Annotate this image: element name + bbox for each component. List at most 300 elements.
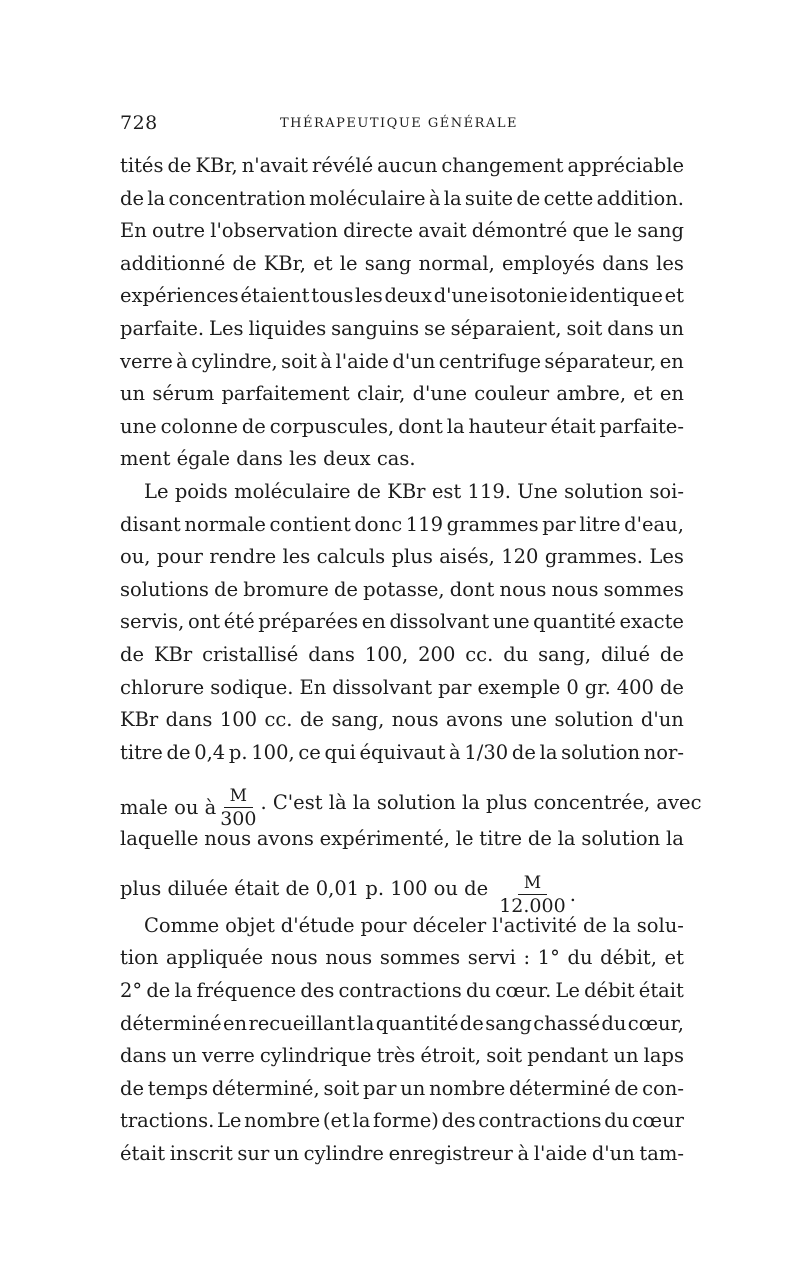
word: Les <box>209 316 244 340</box>
word: sodique. <box>210 675 294 699</box>
word: dans <box>120 1044 167 1068</box>
word: solution <box>581 827 661 851</box>
word: avait <box>418 219 467 243</box>
word: de <box>659 675 684 699</box>
word: nombre <box>429 1076 506 1100</box>
word: ce <box>298 740 321 764</box>
word: la <box>539 740 558 764</box>
word: changement <box>441 154 564 177</box>
word: séparaient, <box>450 316 562 340</box>
word: qui <box>324 740 356 764</box>
word: sang <box>485 1011 532 1035</box>
word: le <box>455 827 474 851</box>
word: cylindre <box>303 1142 384 1166</box>
word: appréciable <box>567 154 684 177</box>
word: verre <box>202 1044 255 1068</box>
text-line <box>120 606 684 639</box>
word: cc. <box>465 642 494 666</box>
word: employés <box>501 251 596 275</box>
word: et <box>664 946 684 970</box>
word: con- <box>642 1076 684 1100</box>
word: de <box>582 913 607 937</box>
word: pendant <box>527 1044 609 1068</box>
word: dilué <box>600 642 651 666</box>
word: à <box>428 186 441 210</box>
word: (et <box>322 1109 350 1133</box>
word: un <box>658 316 684 340</box>
word: soi- <box>649 479 684 503</box>
word: nombre <box>244 1109 321 1133</box>
word: parfaite- <box>599 414 684 438</box>
word: servi <box>467 946 516 970</box>
text-line <box>120 541 684 574</box>
word: dans <box>602 251 649 275</box>
text-line <box>120 737 684 770</box>
word: de <box>356 479 381 503</box>
word: de <box>659 642 684 666</box>
fraction-denominator: 12.000 <box>499 894 566 917</box>
word: la <box>666 827 684 851</box>
word: potasse, <box>363 577 445 601</box>
formula-group <box>495 872 576 917</box>
word: est <box>431 479 462 503</box>
word: avons <box>446 708 503 732</box>
word: d'une <box>433 284 489 308</box>
word: poids <box>174 479 228 503</box>
word: en <box>222 1011 248 1035</box>
word: était <box>550 414 596 438</box>
word: laps <box>643 1044 684 1068</box>
word: en <box>361 610 386 634</box>
word: identique <box>569 284 663 308</box>
text-line <box>120 509 684 542</box>
word: KBr <box>120 708 159 732</box>
word: dans <box>165 708 213 732</box>
word: cylindrique <box>259 1044 372 1068</box>
word: 0 <box>566 675 579 699</box>
word: cœur <box>631 1109 684 1133</box>
word: un <box>613 1044 639 1068</box>
text-line <box>120 378 684 411</box>
text-line <box>120 248 684 281</box>
text-line <box>120 150 684 183</box>
word: KBr <box>153 642 193 666</box>
word: d'un <box>640 708 684 732</box>
word: de <box>146 979 171 1003</box>
word: Les <box>649 545 684 569</box>
word: exemple <box>477 675 561 699</box>
formula-text-before: plus diluée était de 0,01 p. 100 ou de <box>120 877 489 901</box>
word: de <box>214 577 239 601</box>
word: un <box>273 1142 300 1166</box>
word: du <box>567 946 593 970</box>
word: contractions <box>478 1109 602 1133</box>
word: outre <box>152 219 205 243</box>
word: dans <box>308 642 355 666</box>
word: corpuscules, <box>269 414 395 438</box>
word: les <box>282 545 311 569</box>
word: laquelle <box>120 827 199 851</box>
text-line <box>120 313 684 346</box>
word: cœur. <box>495 979 552 1003</box>
formula-text-before: male ou à <box>120 796 217 820</box>
text-line <box>120 975 684 1008</box>
word: l'aide <box>335 349 389 373</box>
fraction-numerator: M <box>224 788 253 808</box>
text-line <box>120 1008 684 1041</box>
word: chassé <box>533 1011 600 1035</box>
word: quantité <box>375 1011 459 1035</box>
word: colonne <box>160 414 238 438</box>
word: l'activité <box>492 913 577 937</box>
word: préparées <box>258 610 359 634</box>
word: Une <box>517 479 558 503</box>
word: déterminé, <box>211 1076 320 1100</box>
word: soit <box>566 316 603 340</box>
word: du <box>465 979 491 1003</box>
word: que <box>572 219 610 243</box>
text-line <box>120 704 684 737</box>
word: calculs <box>316 545 386 569</box>
word: dissolvant <box>389 610 490 634</box>
word: du <box>503 642 529 666</box>
word: débit, <box>600 946 657 970</box>
text-line <box>120 215 684 248</box>
word: n'avait <box>241 154 308 177</box>
word: 400 <box>616 675 654 699</box>
word: cristallisé <box>202 642 299 666</box>
word: titre <box>479 827 523 851</box>
word: cœur, <box>627 1011 684 1035</box>
word: nous <box>499 577 547 601</box>
word: temps <box>147 1076 209 1100</box>
word: de <box>511 740 536 764</box>
word: 200 <box>418 642 456 666</box>
word: les <box>355 284 383 308</box>
word: le <box>614 219 633 243</box>
formula-text-after: . <box>569 883 576 907</box>
word: clair, <box>356 382 406 406</box>
page-header <box>120 112 684 140</box>
word: contient <box>269 512 351 536</box>
word: hauteur <box>468 414 547 438</box>
text-line <box>120 1040 684 1073</box>
formula-group <box>120 788 260 829</box>
word: pour <box>156 545 203 569</box>
word: pour <box>360 913 407 937</box>
word: l'observation <box>210 219 338 243</box>
word: litre <box>579 512 621 536</box>
word: démontré <box>471 219 568 243</box>
word: tités <box>120 154 164 177</box>
word: aucun <box>377 154 438 177</box>
word: p. <box>228 740 248 764</box>
word: la <box>446 414 465 438</box>
word: d'une <box>412 382 468 406</box>
text-line <box>120 672 684 705</box>
word: normal, <box>418 251 495 275</box>
word: exacte <box>619 610 684 634</box>
word: de <box>120 642 145 666</box>
running-head: THÉRAPEUTIQUE GÉNÉRALE <box>280 116 518 131</box>
word: cylindre, <box>191 349 278 373</box>
word: sang <box>637 219 684 243</box>
word: tous <box>311 284 354 308</box>
word: en <box>659 349 684 373</box>
word: 100, <box>364 642 409 666</box>
word: sur <box>237 1142 270 1166</box>
word: En <box>299 675 327 699</box>
word: soit <box>486 1044 523 1068</box>
fraction-m-over-300 <box>220 788 256 829</box>
word: de <box>167 154 192 177</box>
word: à <box>176 349 188 373</box>
word: normale <box>184 512 266 536</box>
word: donc <box>354 512 403 536</box>
word: solution <box>554 708 634 732</box>
word: sérum <box>152 382 215 406</box>
word: KBr, <box>263 251 306 275</box>
word: la <box>147 186 166 210</box>
word: chlorure <box>120 675 205 699</box>
word: avons <box>256 827 314 851</box>
word: titre <box>120 740 163 764</box>
word: les <box>656 251 684 275</box>
word: et <box>313 251 333 275</box>
word: d'eau, <box>624 512 684 536</box>
word: Le <box>555 979 580 1003</box>
word: cette <box>543 186 594 210</box>
word: parfaitement <box>221 382 350 406</box>
word: de <box>241 414 266 438</box>
word: solu- <box>636 913 684 937</box>
word: 100 <box>219 708 258 732</box>
word: fréquence <box>196 979 297 1003</box>
word: dissolvant <box>332 675 433 699</box>
word: d'un <box>591 1142 635 1166</box>
word: suite <box>464 186 514 210</box>
word: par <box>438 675 472 699</box>
word: de <box>232 251 257 275</box>
word: équivaut <box>359 740 446 764</box>
word: se <box>424 316 446 340</box>
word: 1° <box>537 946 560 970</box>
word: 120 <box>501 545 539 569</box>
word: sang, <box>331 708 385 732</box>
text-line <box>120 942 684 975</box>
word: par <box>363 1076 397 1100</box>
word: cc. <box>264 708 293 732</box>
text-line <box>120 639 684 672</box>
word: une <box>120 414 157 438</box>
word: gr. <box>584 675 611 699</box>
word: : <box>523 946 531 970</box>
word: forme) <box>373 1109 439 1133</box>
word: rendre <box>209 545 277 569</box>
word: séparateur, <box>544 349 657 373</box>
word: le <box>339 251 358 275</box>
word: deux <box>384 284 433 308</box>
text-line <box>120 1138 684 1171</box>
word: servis, <box>120 610 185 634</box>
page-number: 728 <box>120 112 158 134</box>
word: parfaite. <box>120 316 205 340</box>
word: soit <box>323 1076 360 1100</box>
word: la <box>443 186 462 210</box>
word: la <box>356 1011 375 1035</box>
word: de <box>166 740 191 764</box>
word: nous <box>391 708 439 732</box>
word: sang, <box>538 642 592 666</box>
word: de <box>120 186 145 210</box>
body-text <box>120 150 702 1171</box>
text-line <box>120 411 684 444</box>
word: de <box>299 708 324 732</box>
word: dans <box>607 316 654 340</box>
word: tractions. <box>120 1109 215 1133</box>
word: de <box>120 1076 145 1100</box>
word: solution <box>564 479 644 503</box>
word: soit <box>281 349 317 373</box>
word: déterminé <box>120 1011 222 1035</box>
word: une <box>492 610 530 634</box>
word: expérimenté, <box>319 827 450 851</box>
word: isotonie <box>489 284 568 308</box>
word: de <box>527 827 552 851</box>
word: nous <box>270 946 318 970</box>
word: la <box>612 913 631 937</box>
word: ou, <box>120 545 151 569</box>
word: dont <box>449 577 495 601</box>
word: 2° <box>120 979 143 1003</box>
word: expériences <box>120 284 239 308</box>
word: étroit, <box>420 1044 482 1068</box>
word: à <box>320 349 333 373</box>
word: solutions <box>120 577 209 601</box>
word: à <box>517 1142 530 1166</box>
word: sommes <box>379 946 461 970</box>
word: grammes <box>446 512 539 536</box>
text-line <box>120 476 684 509</box>
word: sanguins <box>331 316 420 340</box>
text-line <box>120 910 684 943</box>
word: 100, <box>251 740 295 764</box>
word: moléculaire <box>309 186 426 210</box>
word: 0,4 <box>194 740 226 764</box>
word: déterminé <box>509 1076 611 1100</box>
word: nous <box>551 577 599 601</box>
word: était <box>120 1142 166 1166</box>
word: Le <box>144 479 169 503</box>
text-line: ment égale dans les deux cas. <box>120 447 416 471</box>
word: l'aide <box>533 1142 588 1166</box>
formula-text-after: . C'est là la solution la plus concentrée, avec <box>260 790 702 814</box>
text-line <box>120 183 684 216</box>
word: bromure <box>243 577 329 601</box>
word: recueillant <box>248 1011 356 1035</box>
word: révélé <box>311 154 374 177</box>
word: disant <box>120 512 181 536</box>
word: objet <box>225 913 275 937</box>
word: plus <box>391 545 433 569</box>
word: couleur <box>474 382 550 406</box>
text-line <box>120 346 684 379</box>
word: la <box>352 1109 371 1133</box>
word: d'un <box>392 349 436 373</box>
word: tam- <box>639 1142 684 1166</box>
word: KBr <box>387 479 426 503</box>
word: et <box>633 382 653 406</box>
word: inscrit <box>169 1142 233 1166</box>
word: débit <box>584 979 635 1003</box>
word: du <box>601 1011 627 1035</box>
word: étaient <box>240 284 310 308</box>
word: ont <box>187 610 221 634</box>
word: était <box>638 979 684 1003</box>
word: un <box>171 1044 197 1068</box>
word: sommes <box>603 577 684 601</box>
word: à <box>449 740 461 764</box>
word: 119. <box>467 479 511 503</box>
word: la <box>557 827 576 851</box>
word: liquides <box>248 316 327 340</box>
word: nor- <box>643 740 684 764</box>
word: additionné <box>120 251 226 275</box>
word: En <box>120 219 147 243</box>
word: de <box>516 186 541 210</box>
word: concentration <box>168 186 306 210</box>
text-line <box>120 1105 684 1138</box>
word: la <box>174 979 193 1003</box>
word: d'étude <box>280 913 355 937</box>
word: et <box>664 284 684 308</box>
word: grammes. <box>544 545 644 569</box>
word: aisés, <box>439 545 495 569</box>
fraction-numerator: M <box>518 875 547 895</box>
word: de <box>333 577 358 601</box>
word: un <box>400 1076 426 1100</box>
word: 1/30 <box>464 740 509 764</box>
word: quantité <box>533 610 616 634</box>
formula-line <box>120 856 684 917</box>
fraction-denominator: 300 <box>220 808 257 831</box>
word: ambre, <box>556 382 627 406</box>
word: directe <box>343 219 413 243</box>
formula-line <box>120 769 702 831</box>
word: sang <box>364 251 412 275</box>
word: Le <box>216 1109 242 1133</box>
word: Comme <box>144 913 220 937</box>
word: addition. <box>596 186 684 210</box>
word: des <box>300 979 335 1003</box>
word: des <box>441 1109 476 1133</box>
word: par <box>542 512 576 536</box>
word: appliquée <box>166 946 264 970</box>
word: KBr, <box>195 154 238 177</box>
word: un <box>120 382 146 406</box>
word: de <box>614 1076 639 1100</box>
word: 119 <box>405 512 443 536</box>
word: nous <box>325 946 373 970</box>
word: déceler <box>412 913 487 937</box>
word: tion <box>120 946 159 970</box>
word: contractions <box>338 979 462 1003</box>
fraction-m-over-12000 <box>499 872 566 917</box>
word: en <box>659 382 684 406</box>
word: très <box>376 1044 416 1068</box>
word: moléculaire <box>234 479 351 503</box>
word: du <box>604 1109 630 1133</box>
